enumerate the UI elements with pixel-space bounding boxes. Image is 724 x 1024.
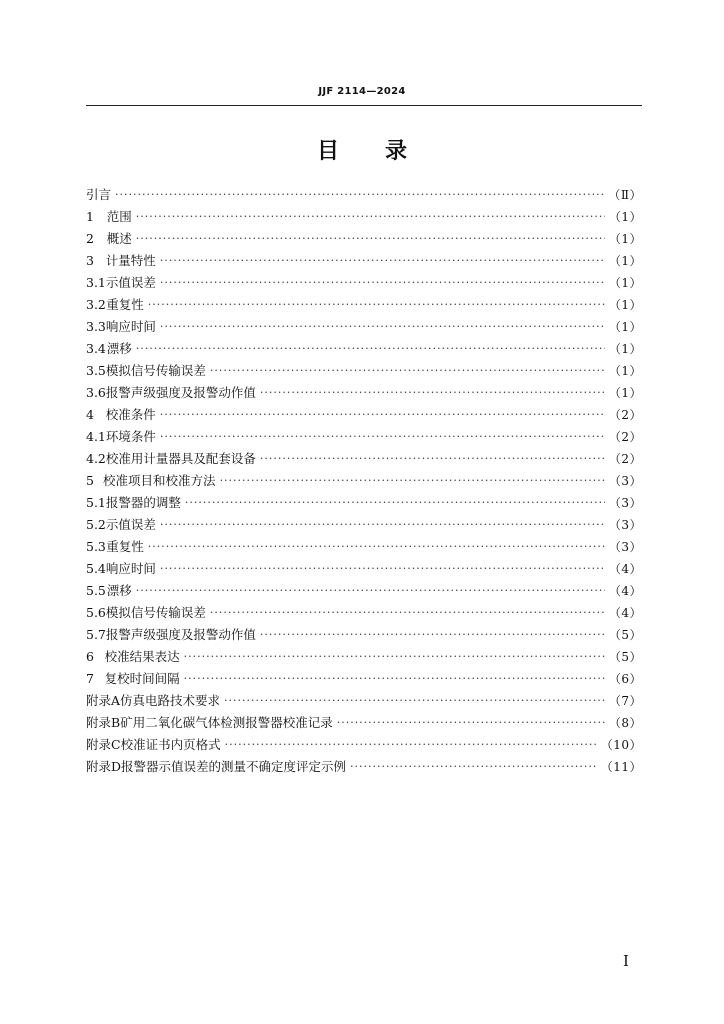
- toc-entry-page: （1）: [608, 209, 642, 224]
- toc-entry[interactable]: [86, 623, 642, 645]
- toc-entry-page: （1）: [608, 253, 642, 268]
- toc-entry[interactable]: [86, 315, 642, 337]
- toc-entry-page: （3）: [608, 495, 642, 510]
- toc-entry-title: 报警声级强度及报警动作值: [105, 627, 256, 642]
- toc-entry[interactable]: [86, 381, 642, 403]
- toc-entry[interactable]: [86, 183, 642, 205]
- toc-entry-page: （3）: [608, 473, 642, 488]
- toc-entry-number: 3.3: [86, 318, 106, 334]
- page-title-char-1: 目: [316, 139, 339, 164]
- toc-entry-title: 模拟信号传输误差: [105, 363, 206, 378]
- toc-entry-title: 报警器的调整: [105, 495, 181, 510]
- toc-entry[interactable]: [86, 557, 642, 579]
- dot-leader: [210, 364, 605, 377]
- toc-entry-page: （5）: [608, 649, 642, 664]
- toc-entry[interactable]: [86, 645, 642, 667]
- toc-entry-number: 5: [86, 472, 94, 488]
- dot-leader: [185, 496, 605, 509]
- toc-entry-number: 1: [86, 208, 94, 224]
- toc-entry-number: 4.1: [86, 428, 106, 444]
- toc-entry-title: 示值误差: [105, 517, 156, 532]
- toc-entry[interactable]: [86, 403, 642, 425]
- toc-entry-page: （1）: [608, 363, 642, 378]
- toc-entry-title: 模拟信号传输误差: [105, 605, 206, 620]
- toc-entry[interactable]: [86, 689, 642, 711]
- toc-entry-number: 7: [86, 670, 94, 686]
- toc-entry-number: 6: [86, 648, 94, 664]
- toc-entry[interactable]: [86, 249, 642, 271]
- toc-entry-page: （6）: [608, 671, 642, 686]
- toc-entry-title: 校准条件: [105, 407, 156, 422]
- toc-entry-number: 附录D: [86, 759, 122, 774]
- toc-entry-number: 3: [86, 252, 94, 268]
- toc-entry-number: 4: [86, 406, 94, 422]
- dot-leader: [148, 298, 605, 311]
- toc-entry-page: （5）: [608, 627, 642, 642]
- toc-entry-title: 矿用二氧化碳气体检测报警器校准记录: [120, 715, 333, 730]
- dot-leader: [260, 386, 605, 399]
- toc-entry[interactable]: [86, 271, 642, 293]
- toc-entry-page: （4）: [608, 583, 642, 598]
- dot-leader: [160, 254, 605, 267]
- dot-leader: [350, 760, 597, 773]
- toc-entry-page: （3）: [608, 539, 642, 554]
- toc-entry-title: 示值误差: [105, 275, 156, 290]
- toc-entry[interactable]: [86, 337, 642, 359]
- toc-entry-page: （8）: [608, 715, 642, 730]
- toc-entry[interactable]: [86, 447, 642, 469]
- toc-entry[interactable]: [86, 491, 642, 513]
- page-folio: I: [623, 952, 629, 970]
- toc-entry[interactable]: [86, 359, 642, 381]
- toc-entry-page: （11）: [600, 759, 642, 774]
- toc-entry-number: 3.2: [86, 296, 106, 312]
- toc-entry-page: （1）: [608, 385, 642, 400]
- toc-entry-title: 引言: [86, 187, 112, 202]
- page-title: [0, 134, 724, 165]
- toc-entry-number: 5.7: [86, 626, 106, 642]
- toc-entry[interactable]: [86, 469, 642, 491]
- toc-entry-title: 漂移: [106, 341, 132, 356]
- toc-entry-number: 5.6: [86, 604, 106, 620]
- toc-entry-title: 重复性: [106, 539, 144, 554]
- toc-entry-number: 附录B: [86, 715, 121, 730]
- toc-entry[interactable]: [86, 755, 642, 777]
- toc-entry-page: （Ⅱ）: [608, 187, 642, 202]
- toc-entry-page: （4）: [608, 561, 642, 576]
- toc-entry-title: 校准用计量器具及配套设备: [105, 451, 256, 466]
- dot-leader: [337, 716, 605, 729]
- dot-leader: [136, 232, 605, 245]
- toc-entry-title: 计量特性: [105, 253, 156, 268]
- toc-entry-number: 4.2: [86, 450, 106, 466]
- dot-leader: [224, 694, 605, 707]
- dot-leader: [160, 518, 605, 531]
- toc-entry-title: 漂移: [106, 583, 132, 598]
- toc-entry-page: （10）: [600, 737, 642, 752]
- dot-leader: [160, 562, 605, 575]
- toc-entry-title: 环境条件: [105, 429, 156, 444]
- toc-entry[interactable]: [86, 205, 642, 227]
- dot-leader: [115, 188, 604, 201]
- toc-entry[interactable]: [86, 601, 642, 623]
- toc-entry-title: 复校时间间隔: [104, 671, 180, 686]
- dot-leader: [136, 584, 605, 597]
- dot-leader: [184, 672, 605, 685]
- toc-entry-title: 仿真电路技术要求: [120, 693, 221, 708]
- toc-entry-title: 响应时间: [105, 561, 156, 576]
- toc-entry-page: （1）: [608, 319, 642, 334]
- toc-entry[interactable]: [86, 579, 642, 601]
- dot-leader: [260, 452, 605, 465]
- toc-entry-page: （1）: [608, 275, 642, 290]
- toc-entry-page: （7）: [608, 693, 642, 708]
- toc-entry-page: （4）: [608, 605, 642, 620]
- dot-leader: [160, 276, 605, 289]
- dot-leader: [136, 342, 605, 355]
- toc-entry-number: 3.6: [86, 384, 106, 400]
- toc-entry-number: 5.2: [86, 516, 106, 532]
- dot-leader: [160, 430, 605, 443]
- toc-entry[interactable]: [86, 733, 642, 755]
- toc-entry-title: 重复性: [106, 297, 144, 312]
- toc-entry-title: 响应时间: [105, 319, 156, 334]
- toc-entry[interactable]: [86, 513, 642, 535]
- standard-number-header: JJF 2114—2024: [318, 86, 406, 97]
- toc-entry-page: （2）: [608, 407, 642, 422]
- header-rule: [86, 105, 642, 106]
- toc-entry-number: 5.5: [86, 582, 106, 598]
- toc-entry-title: 校准结果表达: [104, 649, 180, 664]
- toc-entry-page: （2）: [608, 429, 642, 444]
- toc-entry-number: 3.1: [86, 274, 106, 290]
- toc-entry-title: 报警器示值误差的测量不确定度评定示例: [121, 759, 347, 774]
- toc-entry-number: 附录C: [86, 737, 121, 752]
- toc-entry-page: （1）: [608, 231, 642, 246]
- dot-leader: [160, 408, 605, 421]
- toc-entry[interactable]: [86, 711, 642, 733]
- toc-entry-title: 概述: [106, 231, 132, 246]
- toc-entry-title: 范围: [106, 209, 132, 224]
- toc-entry-page: （1）: [608, 341, 642, 356]
- dot-leader: [148, 540, 605, 553]
- dot-leader: [225, 738, 597, 751]
- dot-leader: [136, 210, 605, 223]
- toc-entry-number: 5.1: [86, 494, 106, 510]
- toc-entry[interactable]: [86, 667, 642, 689]
- toc-entry-number: 2: [86, 230, 94, 246]
- toc-entry-page: （2）: [608, 451, 642, 466]
- toc-entry[interactable]: [86, 293, 642, 315]
- page-title-char-2: 录: [385, 139, 408, 164]
- table-of-contents: [86, 183, 642, 777]
- toc-entry[interactable]: [86, 425, 642, 447]
- toc-entry-page: （3）: [608, 517, 642, 532]
- dot-leader: [160, 320, 605, 333]
- dot-leader: [210, 606, 605, 619]
- toc-entry-number: 附录A: [86, 693, 121, 708]
- toc-entry-number: 3.4: [86, 340, 106, 356]
- toc-entry-number: 3.5: [86, 362, 106, 378]
- toc-entry-number: 5.4: [86, 560, 106, 576]
- toc-entry-title: 校准项目和校准方法: [103, 473, 216, 488]
- toc-entry[interactable]: [86, 535, 642, 557]
- toc-entry-title: 校准证书内页格式: [120, 737, 221, 752]
- dot-leader: [184, 650, 605, 663]
- toc-entry-number: 5.3: [86, 538, 106, 554]
- toc-entry-page: （1）: [608, 297, 642, 312]
- toc-entry[interactable]: [86, 227, 642, 249]
- toc-entry-title: 报警声级强度及报警动作值: [105, 385, 256, 400]
- dot-leader: [220, 474, 605, 487]
- dot-leader: [260, 628, 605, 641]
